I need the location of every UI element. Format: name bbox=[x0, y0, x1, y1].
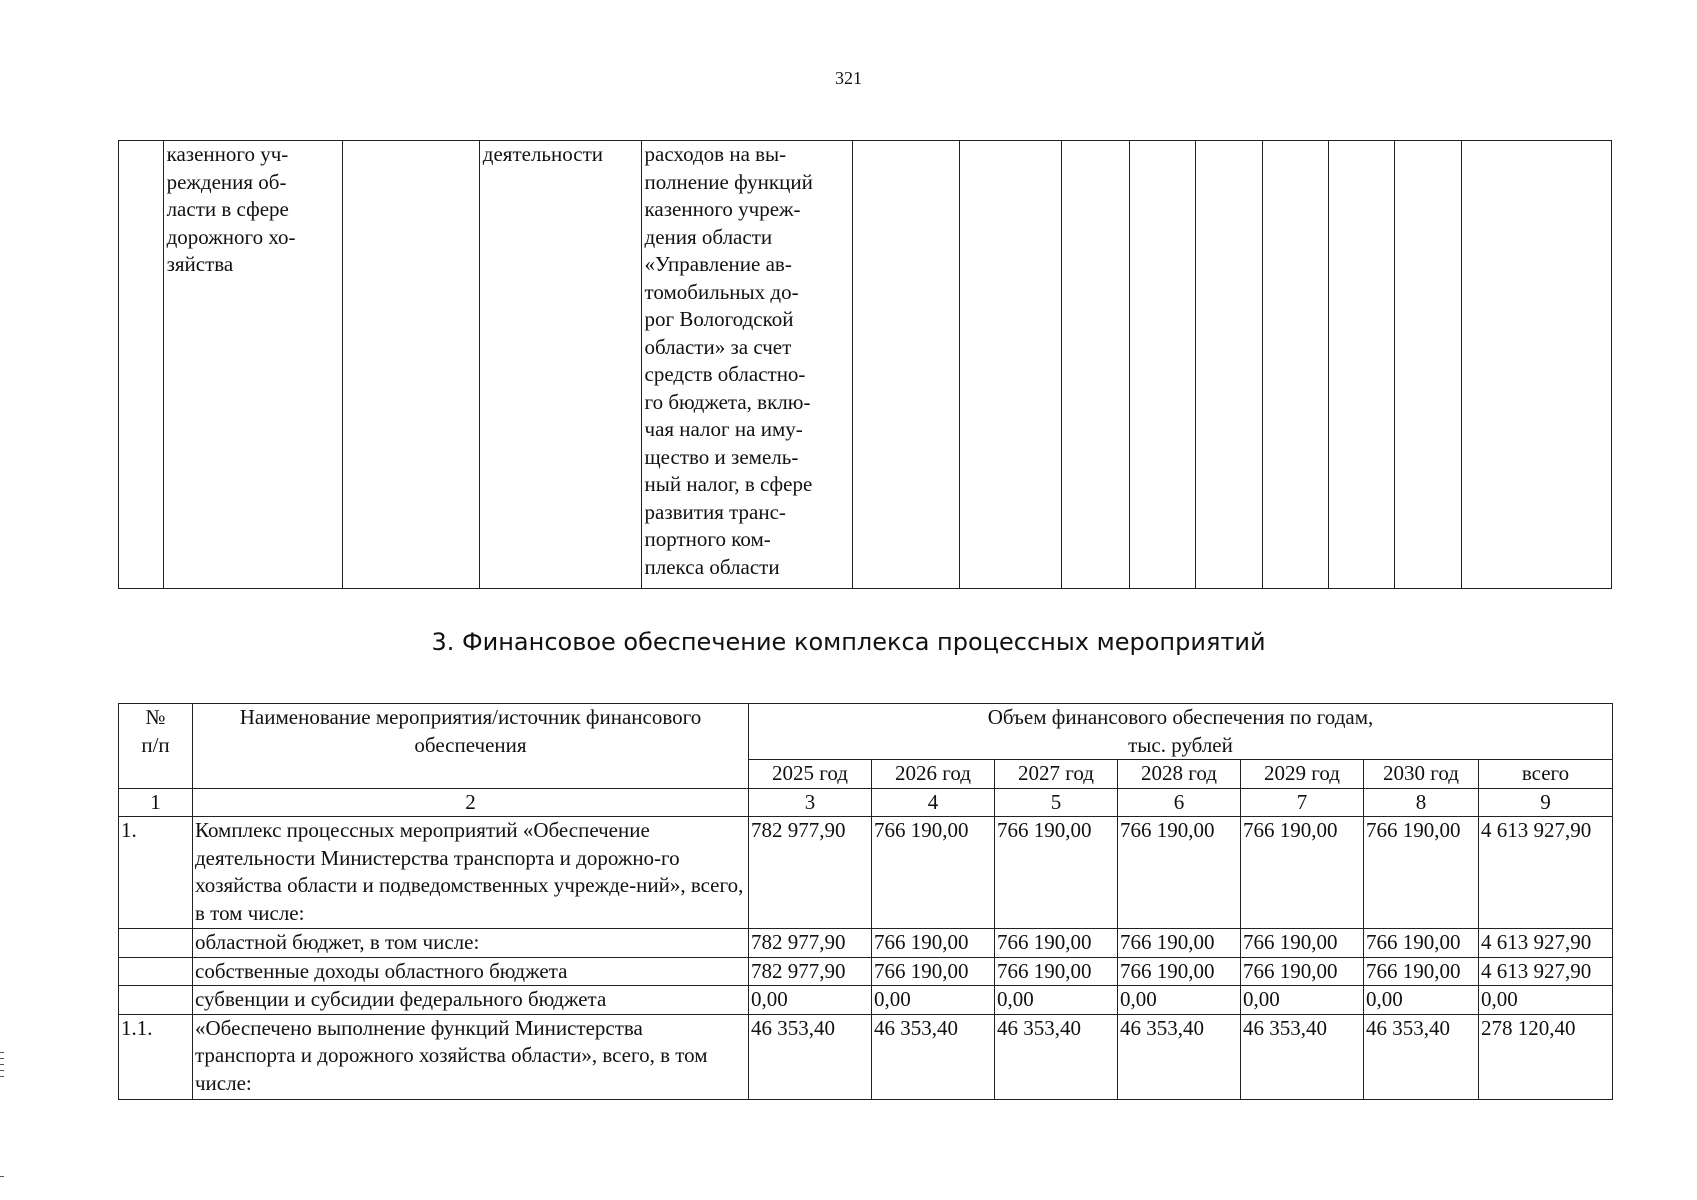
index-cell: 2 bbox=[193, 788, 749, 817]
table-row bbox=[119, 817, 1613, 929]
header-num: № п/п bbox=[119, 704, 193, 789]
table-cell: деятельности bbox=[479, 141, 641, 589]
row-value: 782 977,90 bbox=[749, 929, 872, 958]
index-cell: 3 bbox=[749, 788, 872, 817]
row-value: 0,00 bbox=[995, 986, 1118, 1015]
row-value: 766 190,00 bbox=[995, 929, 1118, 958]
row-total: 278 120,40 bbox=[1479, 1014, 1613, 1099]
table-cell bbox=[853, 141, 960, 589]
header-name: Наименование мероприятия/источник финансового обеспечения bbox=[193, 704, 749, 789]
row-num bbox=[119, 986, 193, 1015]
row-value: 0,00 bbox=[749, 986, 872, 1015]
page-number: 321 bbox=[835, 68, 862, 88]
row-total: 0,00 bbox=[1479, 986, 1613, 1015]
row-name: областной бюджет, в том числе: bbox=[193, 929, 749, 958]
table-cell bbox=[119, 141, 164, 589]
row-value: 766 190,00 bbox=[1118, 957, 1241, 986]
row-value: 782 977,90 bbox=[749, 957, 872, 986]
table-cell bbox=[1328, 141, 1394, 589]
row-name: Комплекс процессных мероприятий «Обеспечение деятельности Министерства транспорта и дорожно-го хозяйства области и подведомственных учрежде-ний», всего, в том числе: bbox=[193, 817, 749, 929]
row-value: 766 190,00 bbox=[872, 957, 995, 986]
row-value: 0,00 bbox=[1118, 986, 1241, 1015]
row-value: 782 977,90 bbox=[749, 817, 872, 929]
header-year: 2028 год bbox=[1118, 760, 1241, 789]
index-cell: 9 bbox=[1479, 788, 1613, 817]
header-year: 2029 год bbox=[1241, 760, 1364, 789]
row-value: 46 353,40 bbox=[995, 1014, 1118, 1099]
table-cell bbox=[1262, 141, 1328, 589]
row-value: 46 353,40 bbox=[1364, 1014, 1479, 1099]
table-row bbox=[119, 986, 1613, 1015]
index-cell: 7 bbox=[1241, 788, 1364, 817]
row-num bbox=[119, 929, 193, 958]
row-value: 766 190,00 bbox=[1241, 929, 1364, 958]
table-cell bbox=[1062, 141, 1129, 589]
index-cell: 6 bbox=[1118, 788, 1241, 817]
row-value: 0,00 bbox=[1364, 986, 1479, 1015]
header-year: 2027 год bbox=[995, 760, 1118, 789]
row-value: 766 190,00 bbox=[1241, 817, 1364, 929]
header-year: 2026 год bbox=[872, 760, 995, 789]
row-num: 1.1. bbox=[119, 1014, 193, 1099]
table-cell bbox=[1129, 141, 1195, 589]
row-value: 766 190,00 bbox=[995, 957, 1118, 986]
row-name: собственные доходы областного бюджета bbox=[193, 957, 749, 986]
scan-mark bbox=[0, 1052, 4, 1053]
table-row bbox=[119, 1014, 1613, 1099]
index-cell: 8 bbox=[1364, 788, 1479, 817]
row-total: 4 613 927,90 bbox=[1479, 929, 1613, 958]
table-cell bbox=[1461, 141, 1611, 589]
continuation-table bbox=[118, 140, 1612, 589]
row-value: 46 353,40 bbox=[749, 1014, 872, 1099]
row-value: 0,00 bbox=[872, 986, 995, 1015]
index-cell: 4 bbox=[872, 788, 995, 817]
header-row bbox=[119, 704, 1613, 760]
row-value: 0,00 bbox=[1241, 986, 1364, 1015]
scan-mark bbox=[0, 1058, 4, 1059]
table-cell: казенного уч- реждения об- ласти в сфере дорожного хо- зяйства bbox=[163, 141, 342, 589]
table-cell bbox=[1395, 141, 1461, 589]
table-cell: расходов на вы- полнение функций казенного учреж- дения области «Управление ав- томобильных до- рог Вологодской области» за счет средств областно- го бюджета, вклю- чая налог на иму- щество и земель- ный налог, в сфере развития транс- портного ком- плекса области bbox=[641, 141, 853, 589]
row-value: 46 353,40 bbox=[872, 1014, 995, 1099]
scan-mark bbox=[0, 1070, 4, 1071]
row-name: субвенции и субсидии федерального бюджета bbox=[193, 986, 749, 1015]
section-title: 3. Финансовое обеспечение комплекса процессных мероприятий bbox=[431, 628, 1266, 656]
header-year: 2025 год bbox=[749, 760, 872, 789]
finance-table bbox=[118, 703, 1613, 1100]
index-cell: 5 bbox=[995, 788, 1118, 817]
header-volume: Объем финансового обеспечения по годам, тыс. рублей bbox=[749, 704, 1613, 760]
scan-mark bbox=[0, 1076, 4, 1077]
row-total: 4 613 927,90 bbox=[1479, 957, 1613, 986]
row-total: 4 613 927,90 bbox=[1479, 817, 1613, 929]
row-value: 766 190,00 bbox=[1364, 817, 1479, 929]
index-row bbox=[119, 788, 1613, 817]
table-row bbox=[119, 929, 1613, 958]
table-cell bbox=[959, 141, 1062, 589]
scan-mark bbox=[0, 1064, 4, 1065]
continuation-row bbox=[119, 141, 1612, 589]
row-value: 766 190,00 bbox=[995, 817, 1118, 929]
row-num bbox=[119, 957, 193, 986]
row-value: 766 190,00 bbox=[872, 817, 995, 929]
header-total: всего bbox=[1479, 760, 1613, 789]
row-value: 766 190,00 bbox=[872, 929, 995, 958]
row-value: 766 190,00 bbox=[1118, 929, 1241, 958]
row-value: 46 353,40 bbox=[1241, 1014, 1364, 1099]
row-value: 766 190,00 bbox=[1364, 957, 1479, 986]
row-value: 766 190,00 bbox=[1364, 929, 1479, 958]
index-cell: 1 bbox=[119, 788, 193, 817]
header-year: 2030 год bbox=[1364, 760, 1479, 789]
row-value: 766 190,00 bbox=[1118, 817, 1241, 929]
row-value: 46 353,40 bbox=[1118, 1014, 1241, 1099]
table-row bbox=[119, 957, 1613, 986]
row-num: 1. bbox=[119, 817, 193, 929]
table-cell bbox=[342, 141, 479, 589]
row-value: 766 190,00 bbox=[1241, 957, 1364, 986]
scan-mark bbox=[0, 1176, 4, 1177]
row-name: «Обеспечено выполнение функций Министерства транспорта и дорожного хозяйства области», всего, в том числе: bbox=[193, 1014, 749, 1099]
table-cell bbox=[1196, 141, 1262, 589]
